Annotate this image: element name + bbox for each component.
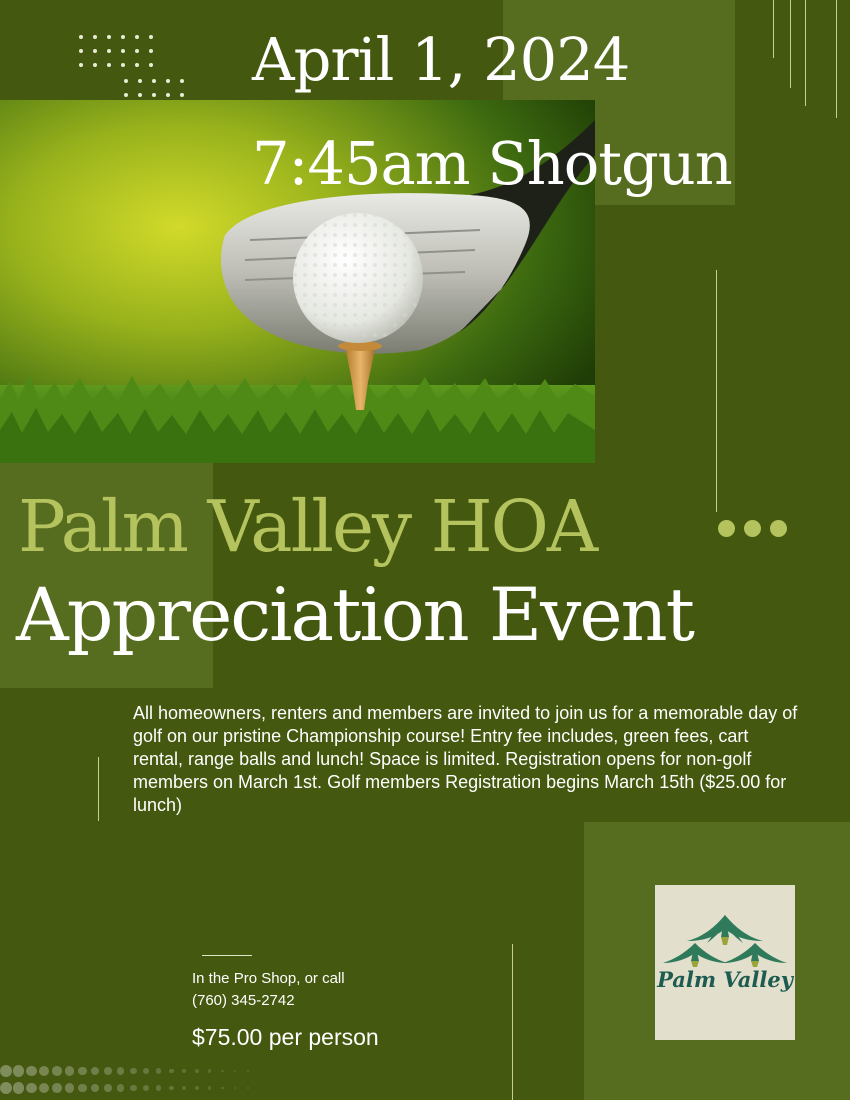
event-description: All homeowners, renters and members are invited to join us for a memorable day of golf on our pristine Championship course! Entry fee includes, green fees, cart rental, range balls and lunch! Space is limited. Registration opens for non-golf members on March 1st. Golf members Registration begins March 15th ($25.00 for lunch) [133, 703, 798, 815]
decor-dot [117, 1067, 124, 1074]
decor-dot [26, 1083, 37, 1094]
decor-dot [78, 1084, 87, 1093]
decor-dot [143, 1085, 149, 1091]
decor-dot [143, 1068, 149, 1074]
palm-trees-icon [655, 885, 795, 980]
decor-dot [78, 1067, 87, 1076]
decor-line [716, 270, 717, 512]
decor-dot [156, 1068, 161, 1073]
price: $75.00 per person [192, 1024, 379, 1050]
decor-dot [234, 1087, 236, 1089]
decor-line [836, 0, 837, 118]
decor-dot [208, 1086, 211, 1089]
title-hoa: Palm Valley HOA [18, 485, 597, 568]
decor-dot [39, 1083, 49, 1093]
decor-dot [195, 1086, 199, 1090]
decor-dot [156, 1085, 161, 1090]
decor-dot [234, 1070, 236, 1072]
decor-dot [195, 1069, 199, 1073]
registration-info [192, 968, 345, 1012]
decor-dot [169, 1086, 174, 1091]
decor-dot [208, 1069, 211, 1072]
decor-dot [221, 1087, 224, 1090]
decor-line [512, 944, 513, 1100]
decor-dot [0, 1082, 12, 1094]
event-time: 7:45am Shotgun [252, 129, 732, 198]
ellipsis-dots-icon [718, 520, 787, 537]
decor-dot [247, 1070, 249, 1072]
decor-dot [65, 1083, 74, 1092]
decor-dot [182, 1069, 186, 1073]
decor-dot [65, 1066, 74, 1075]
decor-dot [117, 1084, 124, 1091]
decor-line [98, 757, 99, 821]
registration-location: In the Pro Shop, or call [192, 970, 345, 987]
palm-valley-logo [655, 885, 795, 1040]
decor-dot [221, 1070, 224, 1073]
decor-dot [52, 1066, 62, 1076]
decor-dot [13, 1065, 24, 1076]
decor-dot [104, 1067, 112, 1075]
decor-dot [0, 1065, 12, 1077]
decor-line [790, 0, 791, 88]
decor-dot [247, 1087, 249, 1089]
decor-dot [130, 1068, 137, 1075]
decor-dot [130, 1085, 137, 1092]
decor-line [773, 0, 774, 58]
registration-phone: (760) 345-2742 [192, 992, 295, 1009]
dot-pattern-bottom [0, 1062, 260, 1096]
decor-dot [39, 1066, 49, 1076]
decor-dot [91, 1084, 99, 1092]
title-event: Appreciation Event [16, 573, 693, 658]
divider [202, 955, 252, 956]
dot-grid-top [79, 35, 153, 67]
decor-line [805, 0, 806, 106]
decor-dot [26, 1066, 37, 1077]
event-date: April 1, 2024 [252, 25, 630, 94]
decor-dot [13, 1082, 24, 1093]
decor-dot [104, 1084, 112, 1092]
logo-text: Palm Valley [657, 967, 793, 992]
decor-dot [52, 1083, 62, 1093]
decor-dot [182, 1086, 186, 1090]
decor-dot [91, 1067, 99, 1075]
decor-dot [169, 1069, 174, 1074]
